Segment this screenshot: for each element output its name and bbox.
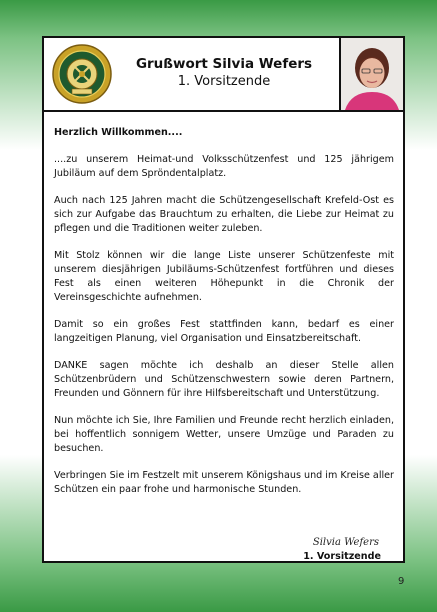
portrait-photo	[339, 38, 403, 110]
letter-greeting: Herzlich Willkommen....	[54, 127, 183, 138]
signature-role: 1. Vorsitzende	[303, 551, 381, 562]
paragraph-2: Auch nach 125 Jahren macht die Schützengesellschaft Krefeld-Ost es sich zur Aufgabe das Brauchtum zu erhalten, die Liebe zur Heimat zu pflegen und die Traditionen weiter zuleben.	[54, 195, 394, 234]
header-title-block	[118, 55, 330, 91]
paragraph-6: Nun möchte ich Sie, Ihre Familien und Freunde recht herzlich einladen, bei hoffentlich sonnigem Wetter, unsere Umzüge und Paraden zu besuchen.	[54, 415, 394, 454]
letter-body	[54, 126, 394, 510]
paragraph-3: Mit Stolz können wir die lange Liste unserer Schützenfeste mit unserem diesjährigen Jubiläums-Schützenfest fortführen und dieses Fest als einen weiteren Höhepunkt in die Chronik der Vereinsgeschichte aufnehmen.	[54, 250, 394, 303]
signature-name: Silvia Wefers	[312, 537, 379, 548]
paragraph-4: Damit so ein großes Fest stattfinden kann, bedarf es einer langzeitigen Planung, viel Organisation und Einsatzbereitschaft.	[54, 319, 394, 344]
page-title: Grußwort Silvia Wefers	[135, 56, 313, 72]
letter-header	[44, 38, 403, 112]
paragraph-7: Verbringen Sie im Festzelt mit unserem Königshaus und im Kreise aller Schützen ein paar frohe und harmonische Stunden.	[54, 470, 394, 495]
paragraph-1: ....zu unserem Heimat-und Volksschützenfest und 125 jährigem Jubiläum auf dem Spröndentalplatz.	[54, 154, 394, 179]
shooting-club-emblem-icon	[52, 44, 112, 104]
signature-block	[303, 536, 381, 564]
page-subtitle: 1. Vorsitzende	[177, 74, 271, 89]
page-number: 9	[398, 576, 405, 587]
letter-frame	[42, 36, 405, 563]
paragraph-5: DANKE sagen möchte ich deshalb an dieser Stelle allen Schützenbrüdern und Schützenschwestern sowie deren Partnern, Freunden und Gönnern für ihre Hilfsbereitschaft und Unterstützung.	[54, 360, 394, 399]
